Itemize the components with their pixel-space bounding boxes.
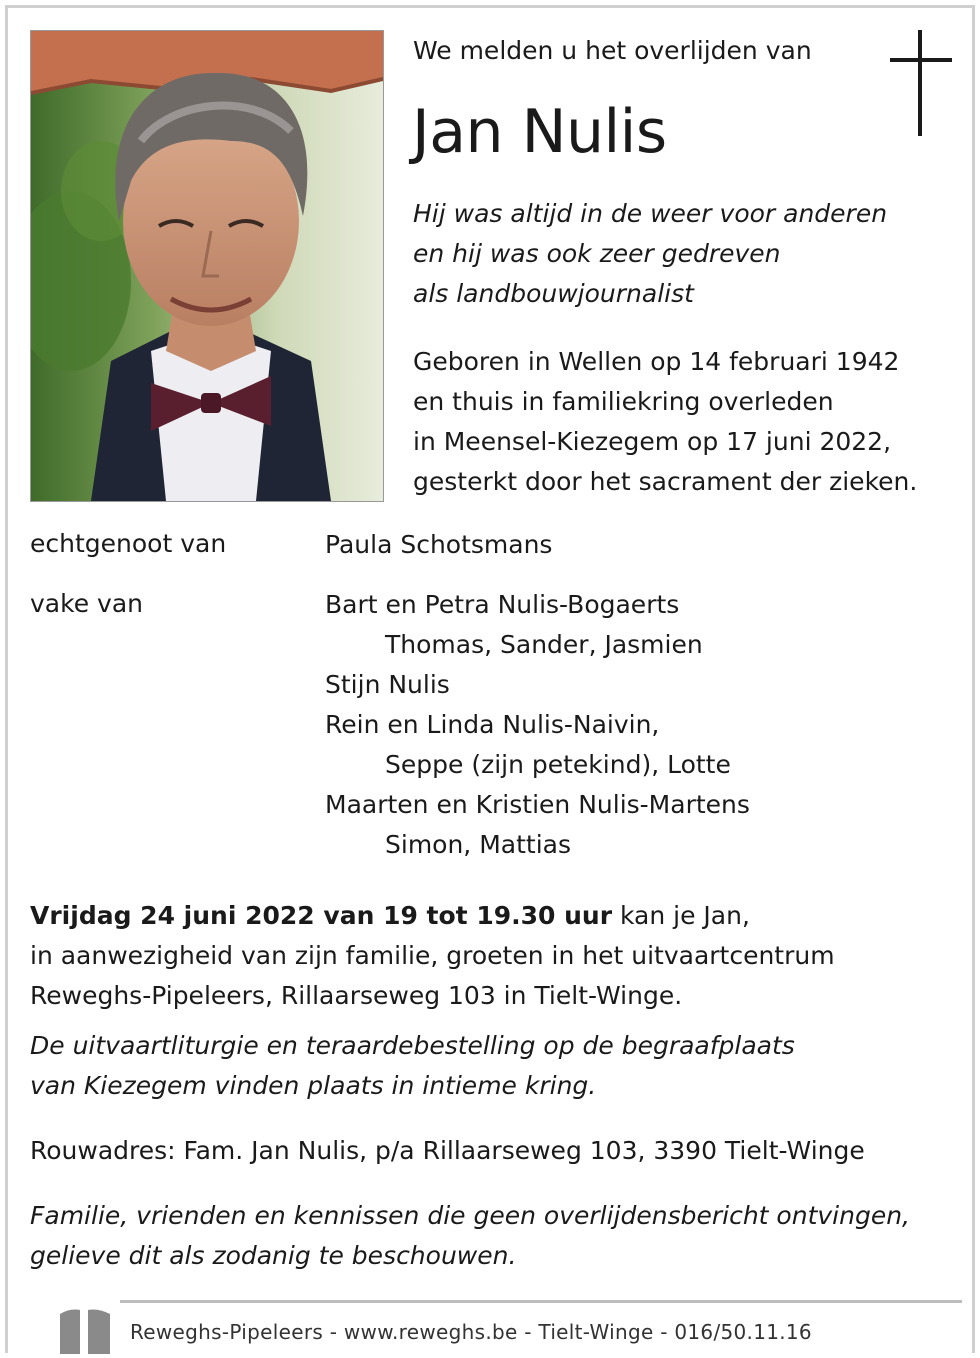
- born-line: gesterkt door het sacrament der zieken.: [413, 467, 918, 496]
- quote-line: als landbouwjournalist: [413, 279, 694, 308]
- footer-contact: Reweghs-Pipeleers - www.reweghs.be - Tielt-Winge - 016/50.11.16: [130, 1320, 812, 1344]
- child-family: Bart en Petra Nulis-Bogaerts: [325, 590, 680, 619]
- liturgy-line: De uitvaartliturgie en teraardebestelling op de begraafplaats: [30, 1031, 795, 1060]
- portrait-photo: [30, 30, 384, 502]
- birth-death-info: [413, 342, 917, 502]
- quote-line: en hij was ook zeer gedreven: [413, 239, 781, 268]
- grandchildren: Seppe (zijn petekind), Lotte: [385, 750, 731, 779]
- visitation-rest: kan je Jan,: [612, 901, 750, 930]
- footer-divider: [120, 1300, 962, 1303]
- closing-note: [30, 1196, 910, 1276]
- visitation-time: Vrijdag 24 juni 2022 van 19 tot 19.30 uur: [30, 901, 613, 930]
- born-line: in Meensel-Kiezegem op 17 juni 2022,: [413, 427, 892, 456]
- footer: [0, 1293, 980, 1358]
- visitation-line: Reweghs-Pipeleers, Rillaarseweg 103 in Tielt-Winge.: [30, 981, 683, 1010]
- note-line: gelieve dit als zodanig te beschouwen.: [30, 1241, 517, 1270]
- grandchildren: Simon, Mattias: [385, 830, 571, 859]
- children-label: vake van: [30, 589, 143, 618]
- note-line: Familie, vrienden en kennissen die geen overlijdensbericht ontvingen,: [30, 1201, 910, 1230]
- born-line: en thuis in familiekring overleden: [413, 387, 834, 416]
- child-family: Maarten en Kristien Nulis-Martens: [325, 790, 750, 819]
- visitation-info: [30, 896, 835, 1016]
- visitation-line: in aanwezigheid van zijn familie, groeten in het uitvaartcentrum: [30, 941, 835, 970]
- liturgy-line: van Kiezegem vinden plaats in intieme kring.: [30, 1071, 597, 1100]
- child-family: Stijn Nulis: [325, 670, 450, 699]
- liturgy-info: [30, 1026, 795, 1106]
- born-line: Geboren in Wellen op 14 februari 1942: [413, 347, 900, 376]
- deceased-name: Jan Nulis: [412, 97, 667, 167]
- intro-text: We melden u het overlijden van: [413, 36, 812, 65]
- spouse-name: Paula Schotsmans: [325, 530, 553, 559]
- children-list: [325, 585, 750, 865]
- funeral-home-logo-icon: [58, 1304, 112, 1354]
- child-family: Rein en Linda Nulis-Naivin,: [325, 710, 660, 739]
- quote-line: Hij was altijd in de weer voor anderen: [413, 199, 888, 228]
- mourning-address: Rouwadres: Fam. Jan Nulis, p/a Rillaarseweg 103, 3390 Tielt-Winge: [30, 1136, 865, 1165]
- quote: [413, 194, 887, 314]
- spouse-label: echtgenoot van: [30, 529, 227, 558]
- grandchildren: Thomas, Sander, Jasmien: [385, 630, 703, 659]
- cross-icon: [890, 30, 952, 136]
